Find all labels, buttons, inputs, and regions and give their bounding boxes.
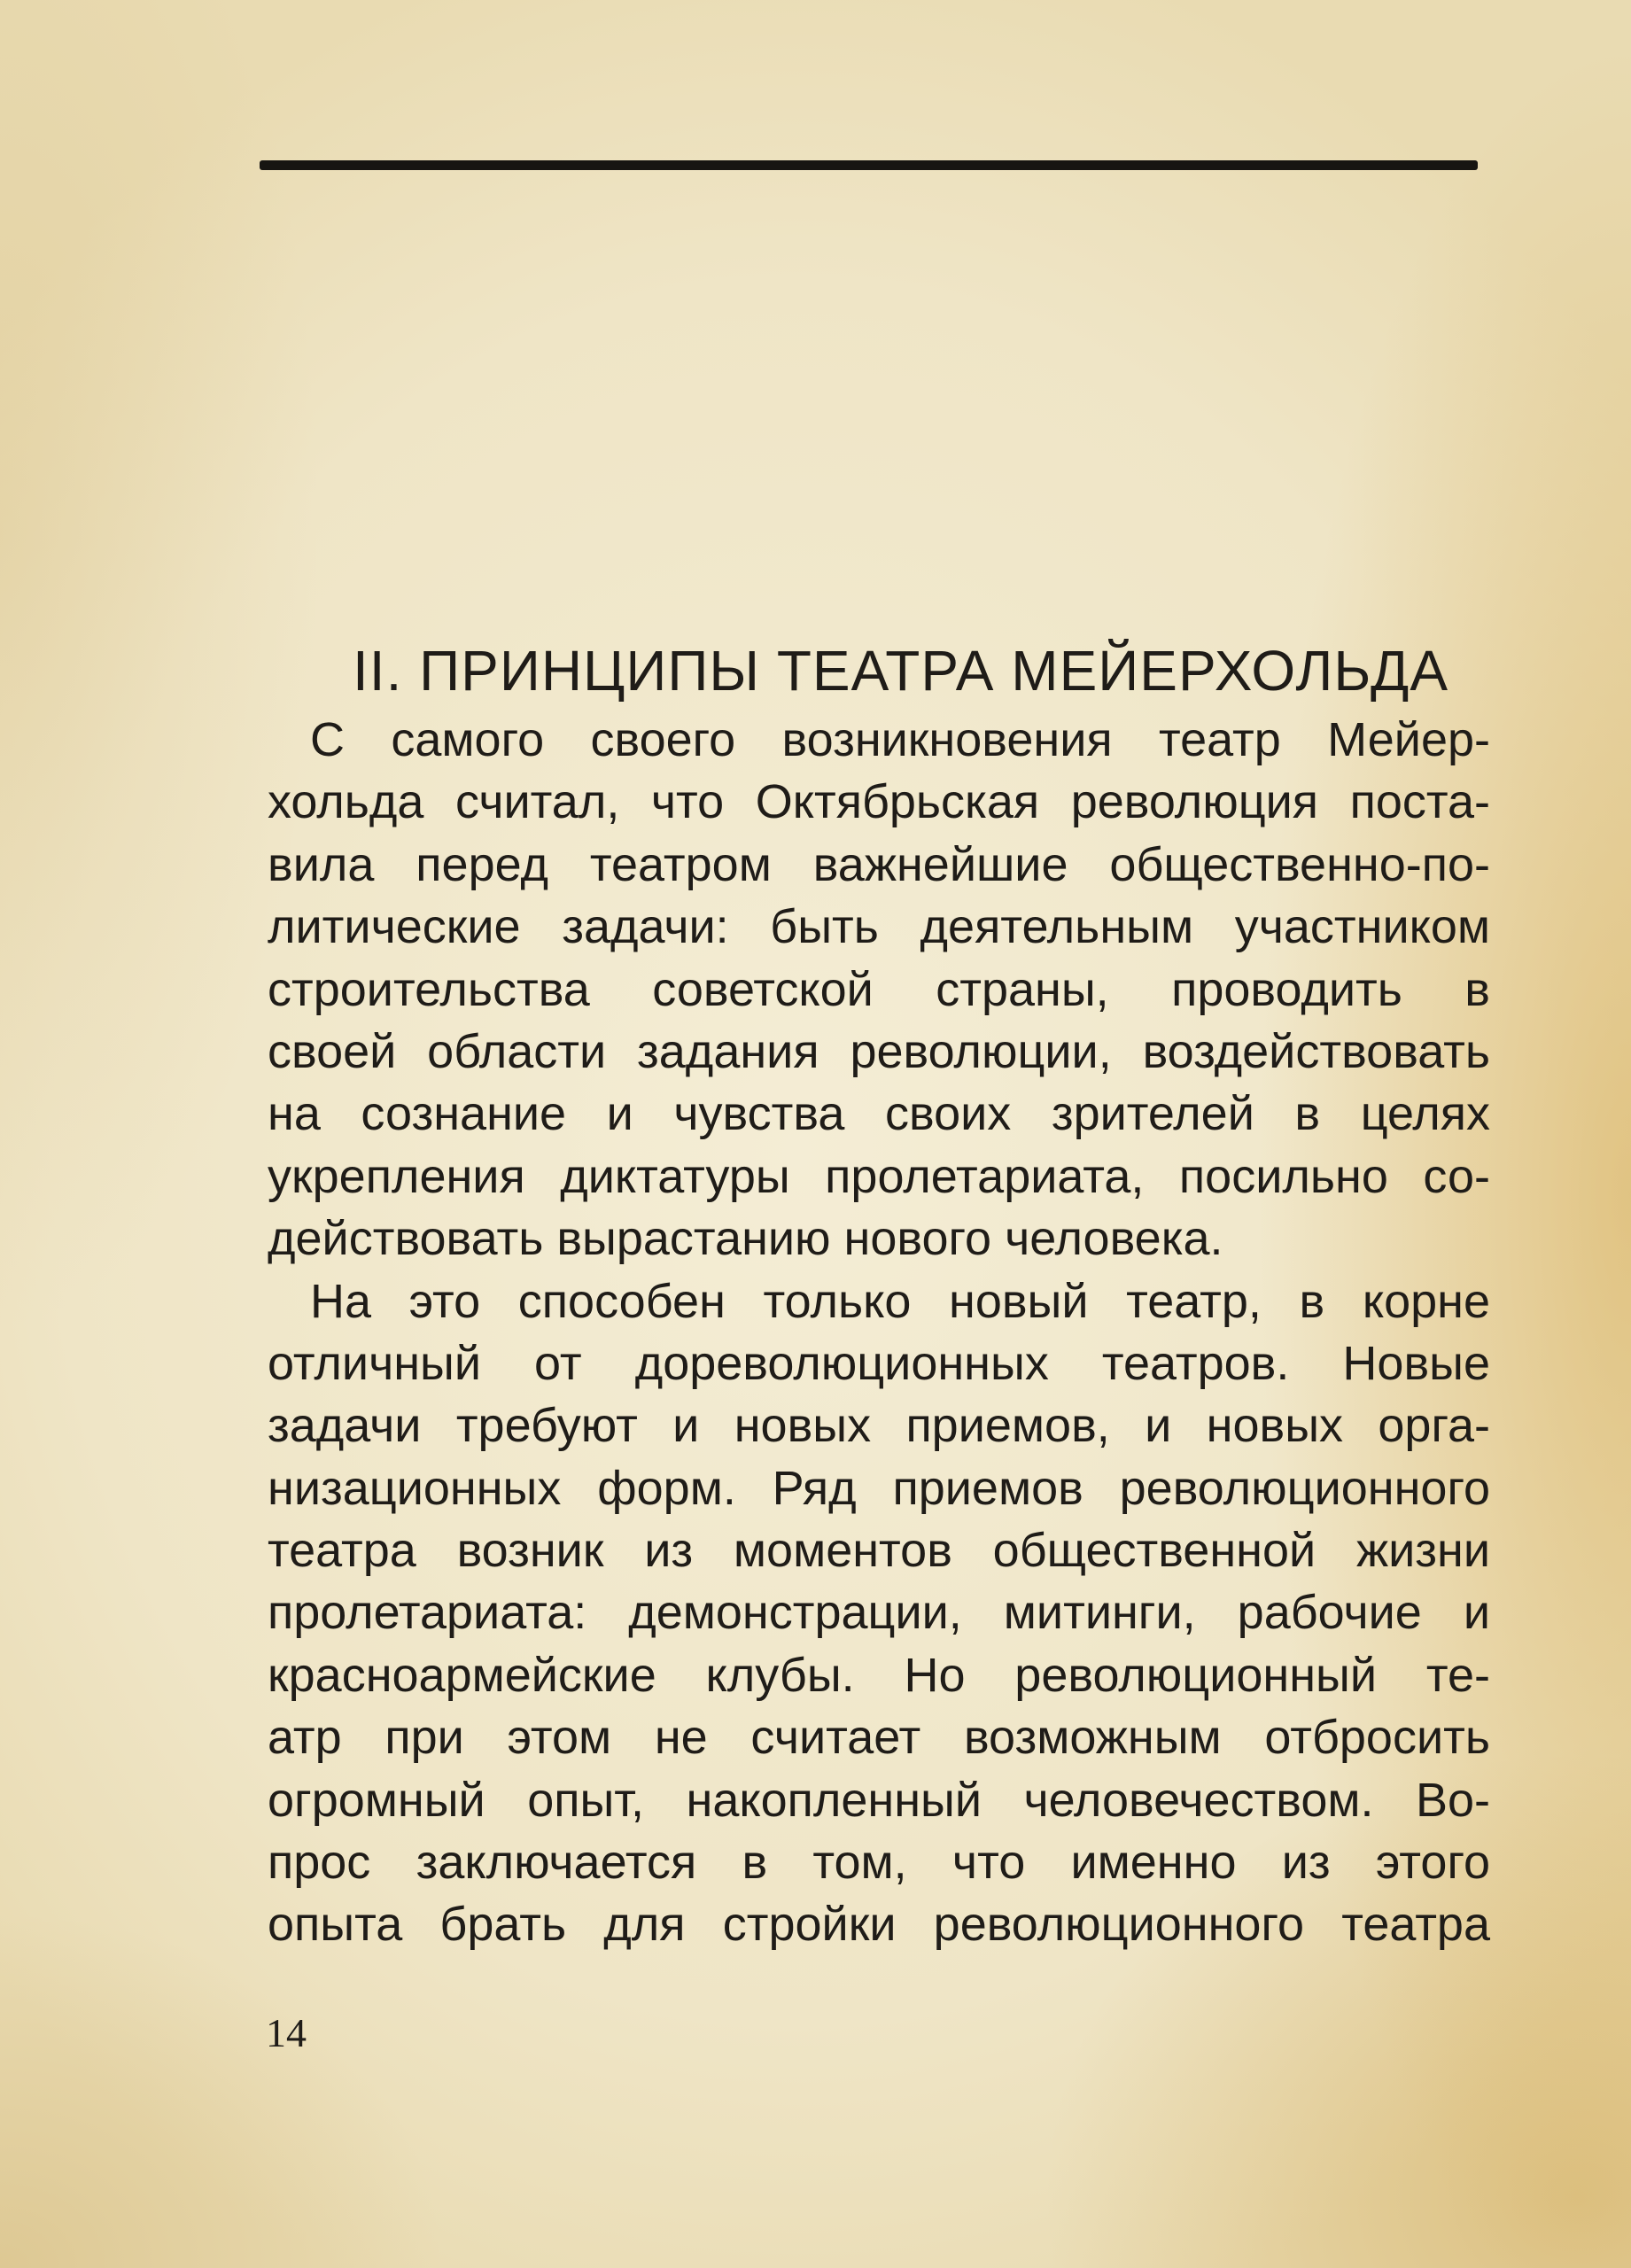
page-number: 14 [266, 2010, 307, 2055]
text-line: на сознание и чувства своих зрителей в целях [268, 1087, 1490, 1141]
text-line: опыта брать для стройки революционного театра [268, 1898, 1490, 1952]
text-line: прос заключается в том, что именно из этого [268, 1836, 1490, 1890]
text-line: На это способен только новый театр, в корне [310, 1274, 1490, 1328]
text-line: укрепления диктатуры пролетариата, посильно со- [268, 1149, 1490, 1203]
chapter-heading: II. ПРИНЦИПЫ ТЕАТРА МЕЙЕРХОЛЬДА [353, 639, 1448, 703]
top-rule [260, 160, 1478, 170]
text-line: хольда считал, что Октябрьская революция поста- [268, 775, 1490, 829]
text-line: действовать вырастанию нового человека. [268, 1212, 1223, 1266]
text-line: огромный опыт, накопленный человечеством. Во- [268, 1773, 1490, 1827]
text-line: красноармейские клубы. Но революционный те- [268, 1648, 1490, 1702]
text-line: своей области задания революции, воздействовать [268, 1024, 1490, 1078]
body-text [268, 709, 1490, 1956]
text-line: атр при этом не считает возможным отбросить [268, 1711, 1490, 1765]
text-line: отличный от дореволюционных театров. Новые [268, 1336, 1490, 1390]
text-line: пролетариата: демонстрации, митинги, рабочие и [268, 1586, 1490, 1640]
text-line: театра возник из моментов общественной жизни [268, 1524, 1490, 1578]
text-line: вила перед театром важнейшие общественно-по- [268, 837, 1490, 891]
text-line: строительства советской страны, проводить в [268, 962, 1490, 1016]
text-line: литические задачи: быть деятельным участником [268, 900, 1490, 954]
text-line: задачи требуют и новых приемов, и новых орга- [268, 1399, 1490, 1453]
text-line: С самого своего возникновения театр Мейер- [310, 713, 1490, 766]
text-line: низационных форм. Ряд приемов революционного [268, 1461, 1490, 1515]
